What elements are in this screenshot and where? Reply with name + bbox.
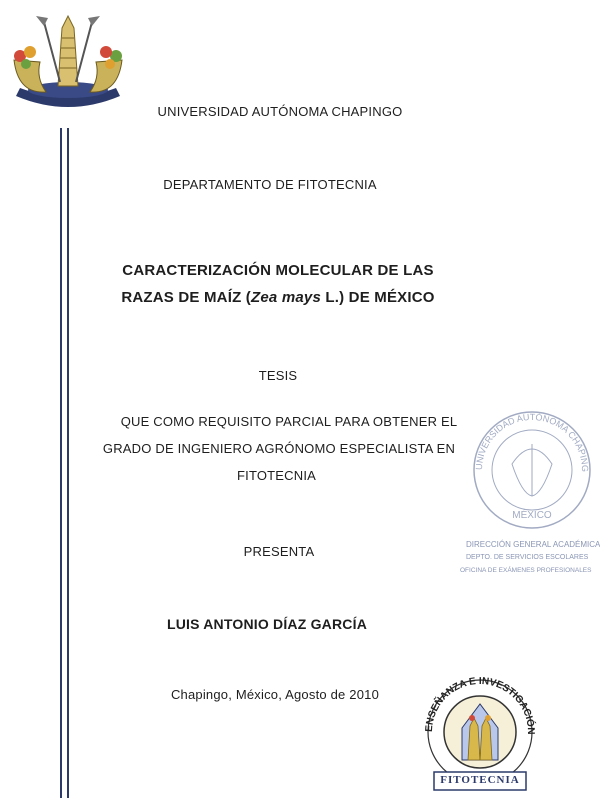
logo-label: FITOTECNIA	[440, 774, 520, 786]
stamp-line-3: OFICINA DE EXÁMENES PROFESIONALES	[460, 567, 592, 574]
stamp-seal-icon	[468, 404, 596, 534]
thesis-title-line2	[0, 289, 556, 306]
species-name: Zea mays	[251, 289, 321, 306]
presenta-label: PRESENTA	[243, 544, 315, 559]
university-name: UNIVERSIDAD AUTÓNOMA CHAPINGO	[157, 104, 403, 119]
place-and-date: Chapingo, México, Agosto de 2010	[170, 687, 380, 702]
thesis-title-line1: CARACTERIZACIÓN MOLECULAR DE LAS	[122, 262, 434, 279]
title-line2-pre: RAZAS DE MAÍZ (	[121, 289, 252, 306]
svg-text:UNIVERSIDAD AUTÓNOMA CHAPINGO	[468, 404, 590, 472]
requirement-line1: QUE COMO REQUISITO PARCIAL PARA OBTENER EL	[120, 414, 458, 429]
stamp-ring-text: UNIVERSIDAD AUTÓNOMA CHAPING	[473, 411, 591, 473]
stamp-line-2: DEPTO. DE SERVICIOS ESCOLARES	[466, 554, 589, 561]
document-type: TESIS	[258, 368, 298, 383]
crest-icon	[6, 8, 130, 112]
university-crest	[6, 8, 130, 112]
stamp-line-1: DIRECCIÓN GENERAL ACADÉMICA	[466, 540, 600, 549]
department-name: DEPARTAMENTO DE FITOTECNIA	[163, 177, 377, 192]
department-logo	[418, 668, 542, 796]
requirement-line3: FITOTECNIA	[237, 468, 317, 483]
logo-arc-text: ENSEÑANZA E INVESTIGACIÓN	[423, 675, 537, 735]
author-name: LUIS ANTONIO DÍAZ GARCÍA	[166, 616, 368, 632]
stamp-center-text: MÉXICO	[512, 510, 552, 521]
official-stamp	[468, 404, 596, 534]
title-line2-post: L.) DE MÉXICO	[321, 289, 435, 306]
requirement-line2: GRADO DE INGENIERO AGRÓNOMO ESPECIALISTA EN	[102, 441, 456, 456]
